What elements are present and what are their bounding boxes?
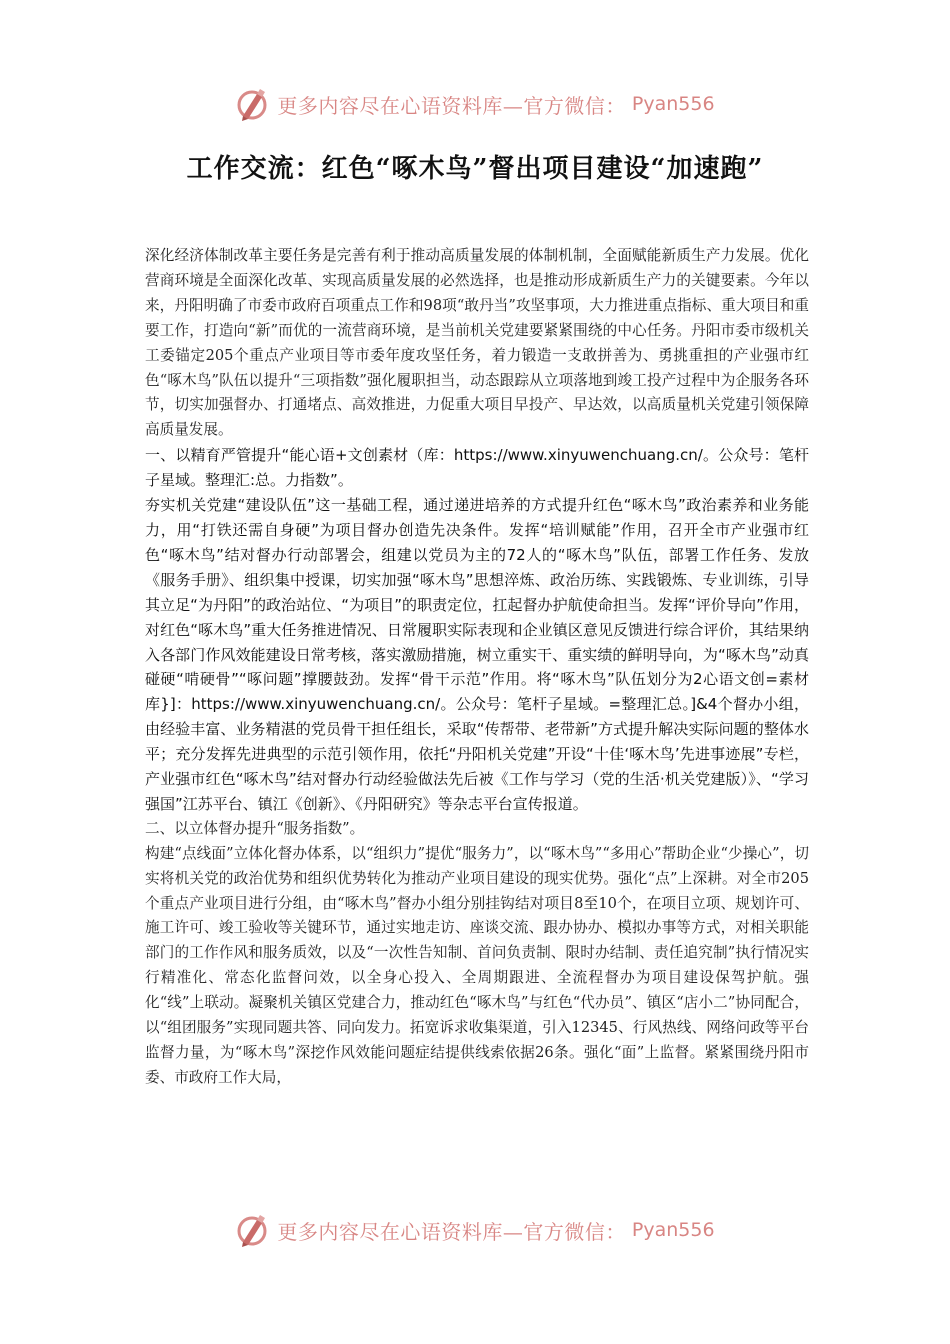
watermark-account: Pyan556 (631, 93, 715, 115)
watermark-text: 更多内容尽在心语资料库—官方微信： (277, 1219, 626, 1244)
intro-paragraph: 深化经济体制改革主要任务是完善有利于推动高质量发展的体制机制，全面赋能新质生产力发展。优化营商环境是全面深化改革、实现高质量发展的必然选择，也是推动形成新质生产力的关键要素。今年以来，丹阳明确了市委市政府百项重点工作和98项“敢丹当”攻坚事项，大力推进重点指标、重大项目和重要工作，打造向“新”而优的一流营商环境，是当前机关党建要紧紧围绕的中心任务。丹阳市委市级机关工委锚定205个重点产业项目等市委年度攻坚任务，着力锻造一支敢拼善为、勇挑重担的产业强市红色“啄木鸟”队伍以提升“三项指数”强化履职担当，动态跟踪从立项落地到竣工投产过程中为企服务各环节，切实加强督办、打通堵点、高效推进，力促重大项目早投产、早达效，以高质量机关党建引领保障高质量发展。 (145, 247, 809, 439)
section-two-heading: 二、以立体督办提升“服务指数”。 (145, 819, 365, 837)
section-one-heading: 一、以精育严管提升“能心语+文创素材（库：https://www.xinyuwenchuang.cn/。公众号：笔杆子星域。整理汇:总。力指数”。 (145, 446, 809, 490)
document-body (145, 244, 809, 1091)
watermark-banner-bottom (0, 1208, 950, 1252)
section-two-body: 构建“点线面”立体化督办体系，以“组织力”提优“服务力”，以“啄木鸟”“多用心”帮助企业“少操心”，切实将机关党的政治优势和组织优势转化为推动产业项目建设的现实优势。强化“点”上深耕。对全市205个重点产业项目进行分组，由“啄木鸟”督办小组分别挂钩结对项目8至10个，在项目立项、规划许可、施工许可、竣工验收等关键环节，通过实地走访、座谈交流、跟办协办、模拟办事等方式，对相关职能部门的工作作风和服务质效，以及“一次性告知制、首问负责制、限时办结制、责任追究制”执行情况实行精准化、常态化监督问效，以全身心投入、全周期跟进、全流程督办为项目建设保驾护航。强化“线”上联动。凝聚机关镇区党建合力，推动红色“啄木鸟”与红色“代办员”、镇区“店小二”协同配合，以“组团服务”实现同题共答、同向发力。拓宽诉求收集渠道，引入12345、行风热线、网络问政等平台监督力量，为“啄木鸟”深挖作风效能问题症结提供线索依据26条。强化“面”上监督。紧紧围绕丹阳市委、市政府工作大局， (145, 844, 809, 1086)
document-title: 工作交流：红色“啄木鸟”督出项目建设“加速跑” (186, 154, 764, 184)
pen-logo-icon (235, 86, 271, 122)
watermark-text: 更多内容尽在心语资料库—官方微信： (277, 93, 626, 118)
watermark-group (235, 86, 714, 122)
watermark-account: Pyan556 (631, 1219, 715, 1241)
watermark-group (235, 1212, 714, 1248)
section-one-body: 夯实机关党建“建设队伍”这一基础工程，通过递进培养的方式提升红色“啄木鸟”政治素养和业务能力，用“打铁还需自身硬”为项目督办创造先决条件。发挥“培训赋能”作用，召开全市产业强市红色“啄木鸟”结对督办行动部署会，组建以党员为主的72人的“啄木鸟”队伍，部署工作任务、发放《服务手册》、组织集中授课，切实加强“啄木鸟”思想淬炼、政治历练、实践锻炼、专业训练，引导其立足“为丹阳”的政治站位、“为项目”的职责定位，扛起督办护航使命担当。发挥“评价导向”作用，对红色“啄木鸟”重大任务推进情况、日常履职实际表现和企业镇区意见反馈进行综合评价，其结果纳入各部门作风效能建设日常考核，落实激励措施，树立重实干、重实绩的鲜明导向，为“啄木鸟”动真碰硬“啃硬骨”“啄问题”撑腰鼓劲。发挥“骨干示范”作用。将“啄木鸟”队伍划分为2心语文创=素材库}]：https://www.xinyuwenchuang.cn/。公众号：笔杆子星域。=整理汇总。]&4个督办小组，由经验丰富、业务精湛的党员骨干担任组长，采取“传帮带、老带新”方式提升解决实际问题的整体水平；充分发挥先进典型的示范引领作用，依托“丹阳机关党建”开设“十佳‘啄木鸟’先进事迹展”专栏，产业强市红色“啄木鸟”结对督办行动经验做法先后被《工作与学习（党的生活·机关党建版）》、“学习强国”江苏平台、镇江《创新》、《丹阳研究》等杂志平台宣传报道。 (145, 496, 809, 813)
pen-logo-icon (235, 1212, 271, 1248)
watermark-banner-top (0, 82, 950, 126)
